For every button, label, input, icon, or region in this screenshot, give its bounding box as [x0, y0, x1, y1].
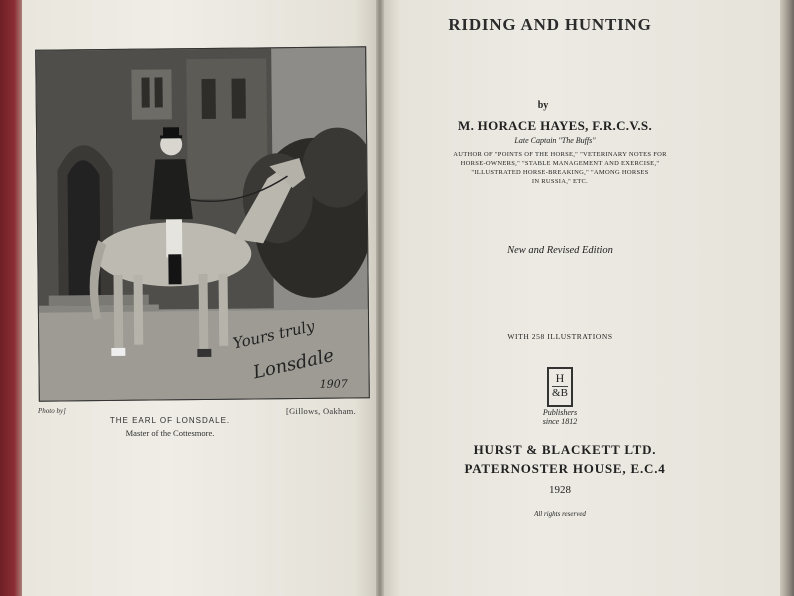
- author-rank: Late Captain "The Buffs": [514, 136, 596, 145]
- by-line: by: [537, 100, 549, 111]
- right-page: [380, 0, 782, 596]
- works-line: "ILLUSTRATED HORSE-BREAKING," "AMONG HORSES: [471, 169, 649, 176]
- photo-illustration: [36, 47, 369, 400]
- publisher-logo: [547, 367, 573, 407]
- book-gutter: [376, 0, 384, 596]
- logo-letter-b: &B: [552, 387, 568, 399]
- publisher-imprint: [440, 440, 690, 478]
- edition-note: New and Revised Edition: [507, 245, 613, 256]
- logo-letter-h: H: [555, 371, 565, 385]
- rights-notice: All rights reserved: [534, 510, 586, 518]
- publisher-name: HURST & BLACKETT LTD.: [473, 442, 657, 457]
- author-works: [420, 150, 700, 186]
- photo-credit-left: Photo by]: [38, 407, 66, 415]
- frontispiece-caption: [100, 416, 240, 438]
- photo-credit-right: [Gillows, Oakham.: [285, 406, 356, 416]
- since-label: since 1812: [542, 417, 578, 426]
- works-line: AUTHOR OF "POINTS OF THE HORSE," "VETERINARY NOTES FOR: [453, 151, 667, 158]
- svg-text:1907: 1907: [319, 377, 348, 391]
- frontispiece-photo: [35, 46, 370, 401]
- caption-subtitle: Master of the Cottesmore.: [125, 428, 215, 438]
- svg-text:Lonsdale: Lonsdale: [251, 344, 337, 384]
- svg-text:Yours truly: Yours truly: [231, 316, 317, 353]
- publisher-address: PATERNOSTER HOUSE, E.C.4: [464, 461, 666, 476]
- book-title: RIDING AND HUNTING: [448, 15, 652, 34]
- publisher-since-label: [525, 408, 595, 426]
- publication-year: 1928: [549, 484, 571, 496]
- author-name: M. HORACE HAYES, F.R.C.V.S.: [458, 118, 652, 133]
- works-line: IN RUSSIA," ETC.: [531, 178, 589, 185]
- publishers-label: Publishers: [542, 408, 578, 417]
- illustrations-note: WITH 258 ILLUSTRATIONS: [507, 332, 613, 341]
- book-page-edges-right: [780, 0, 794, 596]
- caption-name: THE EARL OF LONSDALE.: [109, 416, 231, 425]
- works-line: HORSE-OWNERS," "STABLE MANAGEMENT AND EXERCISE,": [460, 160, 660, 167]
